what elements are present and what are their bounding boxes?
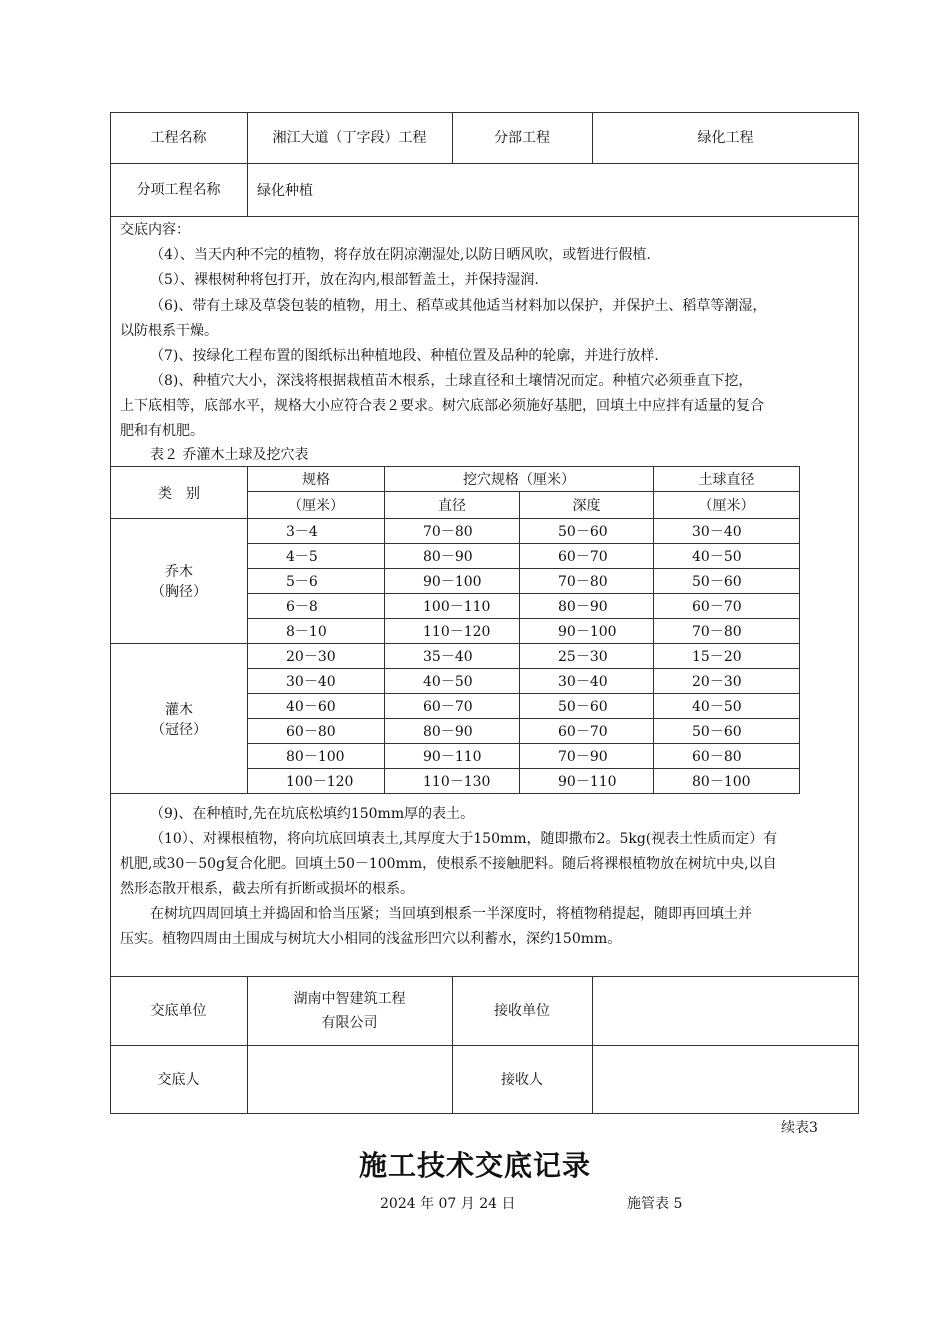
form-number: 施管表 5 [627,1196,683,1212]
issuer-person-label: 交底人 [157,1071,200,1088]
project-name-value: 湘江大道（丁字段）工程 [272,129,427,146]
table-cell: 60－80 [248,719,385,744]
clause-8-cont: 肥和有机肥。 [120,423,204,439]
table-cell: 50－60 [654,719,800,744]
subitem-label: 分项工程名称 [136,181,221,198]
clause-10: （10）、对裸根植物，将向坑底回填表土,其厚度大于150mm，随即撒布2。5kg(视表土性质而定）有 [150,831,778,847]
record-date: 2024 年 07 月 24 日 [380,1196,516,1212]
table-cell: 60－70 [520,719,654,744]
table-cell: 15－20 [654,644,800,669]
clause-6: （6)、带有土球及草袋包装的植物，用土、稻草或其他适当材料加以保护，并保护土、稻草等潮湿， [150,298,767,314]
table-cell: 35－40 [385,644,520,669]
table-cell: 110－120 [385,619,520,644]
table-cell: 70－80 [654,619,800,644]
table-cell: 100－110 [385,594,520,619]
clause-7: （7)、按绿化工程布置的图纸标出种植地段、种植位置及品种的轮廓，并进行放样. [150,348,659,364]
issuer-unit-value [247,976,452,1045]
table-cell: 60－70 [385,694,520,719]
table-cell: 70－80 [385,519,520,544]
th-spec: 规格 [248,467,385,492]
table-cell: 6－8 [248,594,385,619]
table-cell: 90－110 [385,744,520,769]
clause-8: （8)、种植穴大小，深浅将根据栽植苗木根系，土球直径和土壤情况而定。种植穴必须垂直下挖， [150,373,753,389]
clause-8-cont: 上下底相等，底部水平，规格大小应符合表２要求。树穴底部必须施好基肥，回填土中应拌有适量的复合 [120,398,764,414]
table-cell: 50－60 [520,519,654,544]
division-label: 分部工程 [494,129,550,146]
clause-9: （9)、在种植时,先在坑底松填约150mm厚的表土。 [150,806,475,822]
table-cell: 90－100 [385,569,520,594]
content-heading: 交底内容： [120,222,190,238]
table-cell: 80－100 [248,744,385,769]
issuer-unit-line: 有限公司 [321,1014,378,1031]
th-diameter: 直径 [385,492,520,519]
table-cell: 8－10 [248,619,385,644]
table-cell: 90－100 [520,619,654,644]
project-name-label: 工程名称 [150,129,207,146]
group-shrub: 灌木 （冠径） [111,644,248,794]
th-category: 类 别 [111,467,248,519]
clause-4: （4）、当天内种不完的植物，将存放在阴凉潮湿处,以防日晒风吹，或暂进行假植. [150,247,651,263]
th-ball-unit: （厘米） [654,492,800,519]
table-cell: 3－4 [248,519,385,544]
table-cell: 40－50 [654,694,800,719]
table-cell: 60－70 [654,594,800,619]
spec-table [110,466,800,794]
table-cell: 80－90 [520,594,654,619]
table-cell: 40－60 [248,694,385,719]
continued-note: 续表3 [781,1120,818,1136]
th-spec-unit: （厘米） [248,492,385,519]
clause-11-cont: 压实。植物四周由土围成与树坑大小相同的浅盆形凹穴以利蓄水，深约150mm。 [120,931,622,947]
subitem-value: 绿化种植 [257,182,313,199]
table-cell: 30－40 [654,519,800,544]
divider [110,216,859,217]
clause-10-cont: 然形态散开根系，截去所有折断或损坏的根系。 [120,881,414,897]
issuer-unit-line: 湖南中智建筑工程 [293,990,406,1007]
table-cell: 20－30 [248,644,385,669]
issuer-unit-label: 交底单位 [150,1002,207,1019]
table-cell: 70－80 [520,569,654,594]
table-cell: 80－100 [654,769,800,794]
table-cell: 40－50 [385,669,520,694]
receiver-unit-label: 接收单位 [494,1002,550,1019]
th-depth: 深度 [520,492,654,519]
table-cell: 30－40 [520,669,654,694]
clause-11: 在树坑四周回填土并捣固和恰当压紧；当回填到根系一半深度时，将植物稍提起，随即再回填土并 [150,906,752,922]
table-cell: 60－80 [654,744,800,769]
table-cell: 4－5 [248,544,385,569]
table-caption: 表２ 乔灌木土球及挖穴表 [150,447,309,463]
table-cell: 20－30 [654,669,800,694]
table-cell: 5－6 [248,569,385,594]
table-cell: 40－50 [654,544,800,569]
table-cell: 70－90 [520,744,654,769]
table-cell: 100－120 [248,769,385,794]
page-title: 施工技术交底记录 [358,1149,591,1182]
clause-10-cont: 机肥,或30－50g复合化肥。回填土50－100mm，使根系不接触肥料。随后将裸根植物放在树坑中央,以自 [120,856,777,872]
th-pit: 挖穴规格（厘米） [385,467,654,492]
table-cell: 110－130 [385,769,520,794]
table-cell: 50－60 [520,694,654,719]
th-ball: 土球直径 [654,467,800,492]
receiver-unit-value [592,976,859,1045]
table-cell: 90－110 [520,769,654,794]
table-cell: 25－30 [520,644,654,669]
clause-6-cont: 以防根系干燥。 [120,323,218,339]
table-cell: 80－90 [385,719,520,744]
table-cell: 50－60 [654,569,800,594]
clause-5: （5）、裸根树种将包打开，放在沟内,根部暂盖土，并保持湿润. [150,272,539,288]
receiver-person-label: 接收人 [501,1071,543,1088]
table-cell: 80－90 [385,544,520,569]
group-tree: 乔木 （胸径） [111,519,248,644]
table-cell: 60－70 [520,544,654,569]
table-cell: 30－40 [248,669,385,694]
division-value: 绿化工程 [697,129,754,146]
